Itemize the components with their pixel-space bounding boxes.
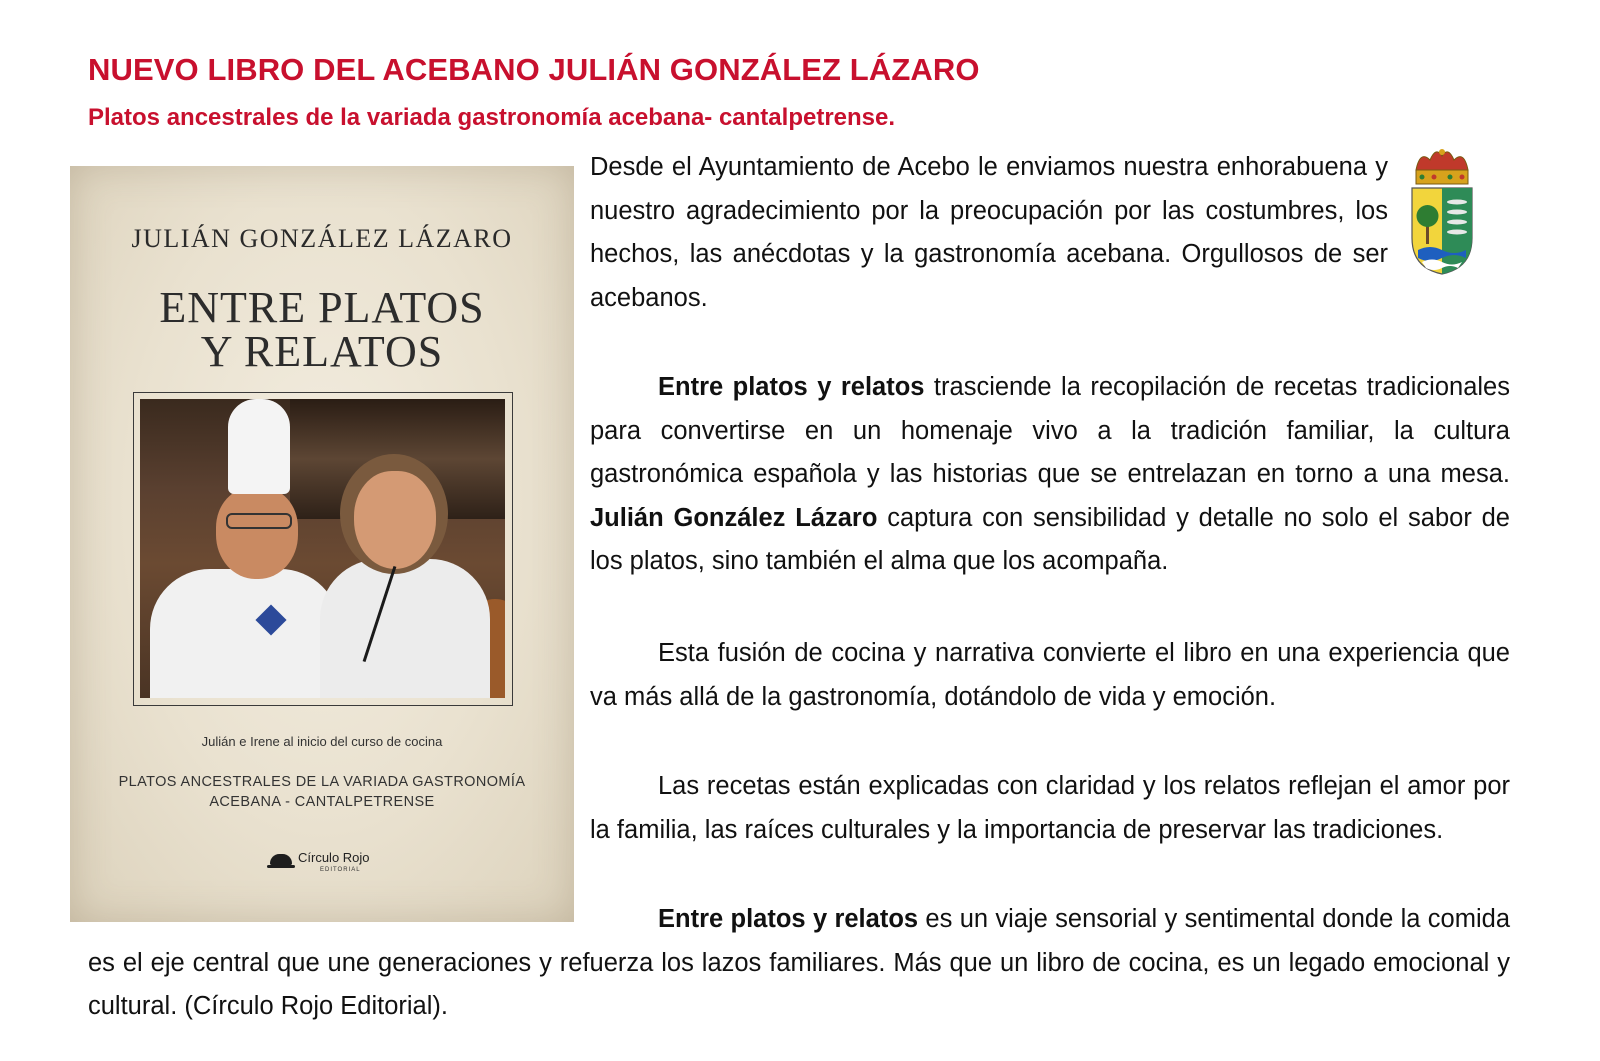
cover-tagline-line-1: PLATOS ANCESTRALES DE LA VARIADA GASTRONOMÍA [118,774,526,790]
publisher-name: Círculo Rojo [298,850,370,865]
author-name-bold: Julián González Lázaro [590,503,878,532]
woman-face [354,471,436,569]
cover-caption: Julián e Irene al inicio del curso de cocina [201,734,443,749]
cover-title-line-1: ENTRE PLATOS [159,283,485,332]
paragraph-recipes: Las recetas están explicadas con claridad y los relatos reflejan el amor por la familia, las raíces culturales y la importancia de preservar las tradiciones. [590,772,1510,844]
paragraph-intro [590,366,1510,584]
paragraph-intro-text-a: trasciende la recopilación de recetas tradicionales para convertirse en un homenaje vivo a la tradición familiar, la cultura gastronómica española y las historias que se entrelazan en torno a una mesa. [590,373,1510,488]
publisher-sub: EDITORIAL [320,867,361,873]
paragraph-conclusion-text: es un viaje sensorial y sentimental donde la comida es el eje central que une generaciones y refuerza los lazos familiares. Más que un libro de cocina, es un legado emocional y cultural. (Círculo Rojo Editorial). [88,905,1510,1020]
book-title-bold: Entre platos y relatos [658,373,925,401]
paragraph-conclusion [88,898,1510,1029]
cover-tagline-line-2: ACEBANA - CANTALPETRENSE [209,794,435,810]
paragraph-fusion: Esta fusión de cocina y narrativa convierte el libro en una experiencia que va más allá de la gastronomía, dotándolo de vida y emoción. [590,639,1510,711]
publisher-hat-brim [267,865,295,868]
cover-author: JULIÁN GONZÁLEZ LÁZARO [131,224,513,253]
chef-glasses [226,513,292,529]
chef-face [216,487,298,579]
circulo-rojo-logo-icon [270,848,390,878]
cover-tagline [70,772,574,812]
cover-photo [140,399,505,698]
chef-coat [150,569,340,698]
acebo-coat-of-arms-icon [1408,146,1476,276]
paragraph-intro-text-b: captura con sensibilidad y detalle no solo el sabor de los platos, sino también el alma que los acompaña. [590,503,1510,575]
page-title: NUEVO LIBRO DEL ACEBANO JULIÁN GONZÁLEZ LÁZARO [88,52,980,87]
book-cover [70,166,574,922]
woman-coat [320,559,490,698]
page-subtitle: Platos ancestrales de la variada gastronomía acebana- cantalpetrense. [88,104,896,131]
cover-title [70,283,574,376]
chef-hat [228,399,290,494]
paragraph-congratulations: Desde el Ayuntamiento de Acebo le enviamos nuestra enhorabuena y nuestro agradecimiento por la preocupación por las costumbres, los hechos, las anécdotas y la gastronomía acebana. Orgullosos de ser acebanos. [590,153,1388,312]
publisher-hat-icon [270,854,292,865]
cover-title-line-2: Y RELATOS [200,327,444,376]
book-title-bold-2: Entre platos y relatos [658,905,919,933]
